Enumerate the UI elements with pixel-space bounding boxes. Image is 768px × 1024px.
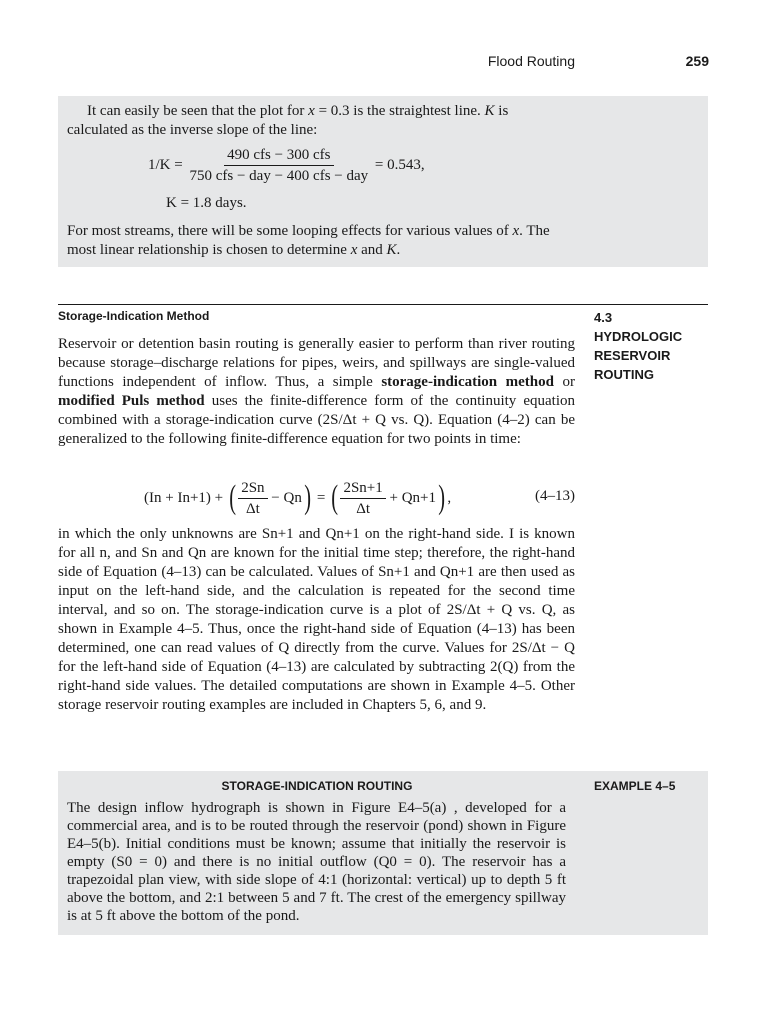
body-paragraph-1: Reservoir or detention basin routing is generally easier to perform than river routing because storage–discharge relations for pipes, weirs, and spillways are single-valued functions independent of inflow. Thus, a simple storage-indication method or modified Puls method uses the finite-difference form of the continuity equation combined with a storage-indication curve (2S/Δt + Q vs. Q). Equation (4–2) can be generalized to the following finite-difference equation for two points in time:	[58, 336, 575, 447]
example-shaded-box	[58, 771, 708, 935]
body-paragraph-2: in which the only unknowns are Sn+1 and Qn+1 on the right-hand side. I is known for all n, and Sn and Qn are known for the initial time step; therefore, the right-hand side of Equation (4–13) can be calculated. Values of Sn+1 and Qn+1 are then used as input on the left-hand side, and the calculation is repeated for the second time interval, and so on. The storage-indication curve is a plot of 2S/Δt + Q vs. Q, as shown in Example 4–5. Thus, once the right-hand side of Equation (4–13) has been determined, one can read values of Q directly from the curve. Values for 2S/Δt − Q for the left-hand side of Equation (4–13) are calculated by subtracting 2(Q) from the right-hand side values. The detailed computations are shown in Example 4–5. Other storage reservoir routing examples are included in Chapters 5, 6, and 9.	[58, 526, 575, 713]
running-title: Flood Routing	[487, 53, 575, 69]
example-label: EXAMPLE 4–5	[594, 779, 676, 793]
intro-shaded-box	[58, 96, 708, 267]
k-fraction: $\frac{\text{490 cfs − 300 cfs}}{\text{750 cfs − day − 400 cfs − day}}$	[189, 147, 369, 184]
section-heading: Storage-Indication Method	[58, 309, 210, 323]
page-header	[0, 53, 768, 75]
section-side-label: 4.3 HYDROLOGIC RESERVOIR ROUTING	[594, 310, 683, 382]
k-result: K = 1.8 days.	[166, 195, 247, 211]
equation-number: (4–13)	[535, 488, 575, 504]
example-text: The design inflow hydrograph is shown in Figure E4–5(a) , developed for a commercial area, and is to be routed through the reservoir (pond) shown in Figure E4–5(b). Initial conditions must be known; assume that initially the reservoir is empty (S0 = 0) and there is no initial outflow (Q0 = 0). The reservoir has a trapezoidal plan view, with side slope of 4:1 (horizontal: vertical) up to depth 5 ft above the bottom, and 2:1 between 5 and 7 ft. The crest of the emergency spillway is at 5 ft above the bottom of the pond.	[67, 800, 566, 924]
equation-4-13: (In + In+1) + ( $\frac{2Sn}{\Delta t}$ − Qn ) = ( $\frac{2Sn+1}{\Delta t}$ + Qn+1 ) , (4–13)	[144, 479, 575, 517]
page-number: 259	[685, 53, 709, 69]
section-rule	[58, 304, 708, 305]
intro-closing-paragraph: For most streams, there will be some looping effects for various values of x. The most linear relationship is chosen to determine x and K.	[67, 223, 550, 258]
intro-paragraph: It can easily be seen that the plot for x = 0.3 is the straightest line. K is calculated as the inverse slope of the line:	[67, 103, 509, 138]
k-equation: 1/K = $\frac{\text{490 cfs − 300 cfs}}{\text{750 cfs − day − 400 cfs − day}}$ = 0.543,	[148, 147, 425, 184]
example-title: STORAGE-INDICATION ROUTING	[221, 779, 413, 793]
